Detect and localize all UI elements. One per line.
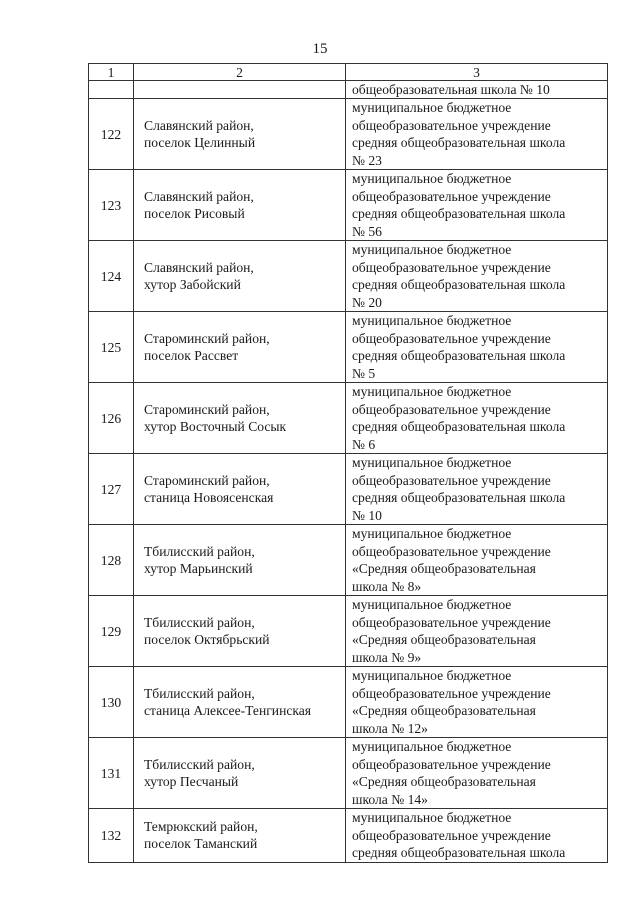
district-line: Славянский район, — [144, 118, 254, 133]
school-line: общеобразовательное учреждение — [352, 330, 551, 346]
district-line: поселок Таманский — [144, 836, 258, 852]
school-line: муниципальное бюджетное — [352, 810, 512, 825]
school-line: общеобразовательное учреждение — [352, 188, 551, 204]
school-line: общеобразовательное учреждение — [352, 685, 551, 701]
district-line: Тбилисский район, — [144, 615, 255, 630]
district-line: станица Алексее-Тенгинская — [144, 703, 312, 718]
school-line: общеобразовательное учреждение — [352, 117, 551, 133]
school-cell — [346, 667, 608, 738]
school-line: общеобразовательное учреждение — [352, 827, 551, 843]
school-line: средняя общеобразовательная школа — [352, 348, 566, 363]
school-line: муниципальное бюджетное — [352, 384, 512, 399]
school-line: муниципальное бюджетное — [352, 597, 512, 612]
school-line: общеобразовательное учреждение — [352, 401, 551, 417]
school-cell — [346, 241, 608, 312]
continuation-row — [89, 81, 608, 99]
schools-table — [88, 63, 608, 863]
row-number-cell: 129 — [89, 596, 134, 667]
row-number-cell: 127 — [89, 454, 134, 525]
school-line: общеобразовательное учреждение — [352, 614, 551, 630]
district-cell — [134, 170, 346, 241]
school-cell — [346, 170, 608, 241]
district-line: поселок Рисовый — [144, 206, 245, 221]
district-cell — [134, 596, 346, 667]
district-line: Славянский район, — [144, 189, 254, 204]
table-row — [89, 738, 608, 809]
district-line: станица Новоясенская — [144, 490, 274, 505]
district-line: Темрюкский район, — [144, 819, 258, 835]
school-line: № 6 — [352, 436, 376, 452]
page-number: 15 — [312, 41, 328, 57]
school-line: муниципальное бюджетное — [352, 455, 512, 470]
row-number-cell: 123 — [89, 170, 134, 241]
school-line: «Средняя общеобразовательная — [352, 703, 536, 718]
district-line: Староминский район, — [144, 473, 270, 488]
school-line: средняя общеобразовательная школа — [352, 845, 566, 860]
continuation-num-cell — [89, 81, 134, 99]
row-number-cell: 128 — [89, 525, 134, 596]
school-line: средняя общеобразовательная школа — [352, 135, 566, 150]
district-line: Славянский район, — [144, 260, 254, 275]
row-number-cell: 125 — [89, 312, 134, 383]
table-row — [89, 312, 608, 383]
school-line: муниципальное бюджетное — [352, 242, 512, 257]
district-cell — [134, 99, 346, 170]
table-row — [89, 454, 608, 525]
district-line: поселок Рассвет — [144, 348, 239, 363]
school-cell — [346, 525, 608, 596]
school-line: средняя общеобразовательная школа — [352, 419, 566, 434]
table-row — [89, 170, 608, 241]
school-line: муниципальное бюджетное — [352, 100, 512, 115]
table-row — [89, 809, 608, 863]
school-line: общеобразовательное учреждение — [352, 472, 551, 488]
school-line: № 10 — [352, 507, 382, 523]
school-line: № 56 — [352, 223, 382, 239]
table-row — [89, 99, 608, 170]
school-line: школа № 9» — [352, 649, 422, 665]
table-row — [89, 241, 608, 312]
district-line: поселок Октябрьский — [144, 632, 270, 647]
district-line: Тбилисский район, — [144, 757, 255, 772]
header-cell-1: 1 — [89, 64, 134, 81]
school-line: общеобразовательное учреждение — [352, 756, 551, 772]
district-line: Тбилисский район, — [144, 544, 255, 559]
school-cell — [346, 454, 608, 525]
district-line: хутор Восточный Сосык — [144, 419, 287, 434]
school-line: школа № 12» — [352, 720, 428, 736]
school-line: «Средняя общеобразовательная — [352, 774, 536, 789]
school-cell — [346, 312, 608, 383]
row-number-cell: 126 — [89, 383, 134, 454]
school-line: средняя общеобразовательная школа — [352, 206, 566, 221]
district-line: хутор Забойский — [144, 277, 241, 292]
school-line: средняя общеобразовательная школа — [352, 277, 566, 292]
school-line: средняя общеобразовательная школа — [352, 490, 566, 505]
district-cell — [134, 454, 346, 525]
district-line: хутор Песчаный — [144, 774, 239, 789]
row-number-cell: 131 — [89, 738, 134, 809]
school-cell — [346, 738, 608, 809]
school-line: общеобразовательное учреждение — [352, 259, 551, 275]
school-line: муниципальное бюджетное — [352, 171, 512, 186]
table-row — [89, 525, 608, 596]
table-header-row — [89, 64, 608, 81]
school-line: муниципальное бюджетное — [352, 739, 512, 754]
table-row — [89, 383, 608, 454]
header-cell-2: 2 — [134, 64, 346, 81]
school-line: школа № 14» — [352, 791, 428, 807]
school-line: № 5 — [352, 365, 376, 381]
continuation-district-cell — [134, 81, 346, 99]
row-number-cell: 124 — [89, 241, 134, 312]
table-row — [89, 596, 608, 667]
district-line: Староминский район, — [144, 331, 270, 346]
continuation-school-cell: общеобразовательная школа № 10 — [346, 81, 608, 99]
header-cell-3: 3 — [346, 64, 608, 81]
district-cell — [134, 525, 346, 596]
school-line: № 23 — [352, 152, 382, 168]
school-line: муниципальное бюджетное — [352, 668, 512, 683]
school-cell — [346, 596, 608, 667]
district-line: хутор Марьинский — [144, 561, 253, 576]
table-row — [89, 667, 608, 738]
school-line: муниципальное бюджетное — [352, 526, 512, 541]
school-line: «Средняя общеобразовательная — [352, 561, 536, 576]
school-cell — [346, 809, 608, 863]
school-line: школа № 8» — [352, 578, 422, 594]
row-number-cell: 122 — [89, 99, 134, 170]
district-cell — [134, 738, 346, 809]
district-line: поселок Целинный — [144, 135, 256, 150]
school-line: муниципальное бюджетное — [352, 313, 512, 328]
district-cell — [134, 312, 346, 383]
row-number-cell: 132 — [89, 809, 134, 863]
school-cell — [346, 383, 608, 454]
district-cell — [134, 809, 346, 863]
district-cell — [134, 241, 346, 312]
school-line: «Средняя общеобразовательная — [352, 632, 536, 647]
district-line: Староминский район, — [144, 402, 270, 417]
district-line: Тбилисский район, — [144, 686, 255, 701]
district-cell — [134, 383, 346, 454]
school-line: № 20 — [352, 294, 382, 310]
district-cell — [134, 667, 346, 738]
row-number-cell: 130 — [89, 667, 134, 738]
school-cell — [346, 99, 608, 170]
school-line: общеобразовательное учреждение — [352, 543, 551, 559]
